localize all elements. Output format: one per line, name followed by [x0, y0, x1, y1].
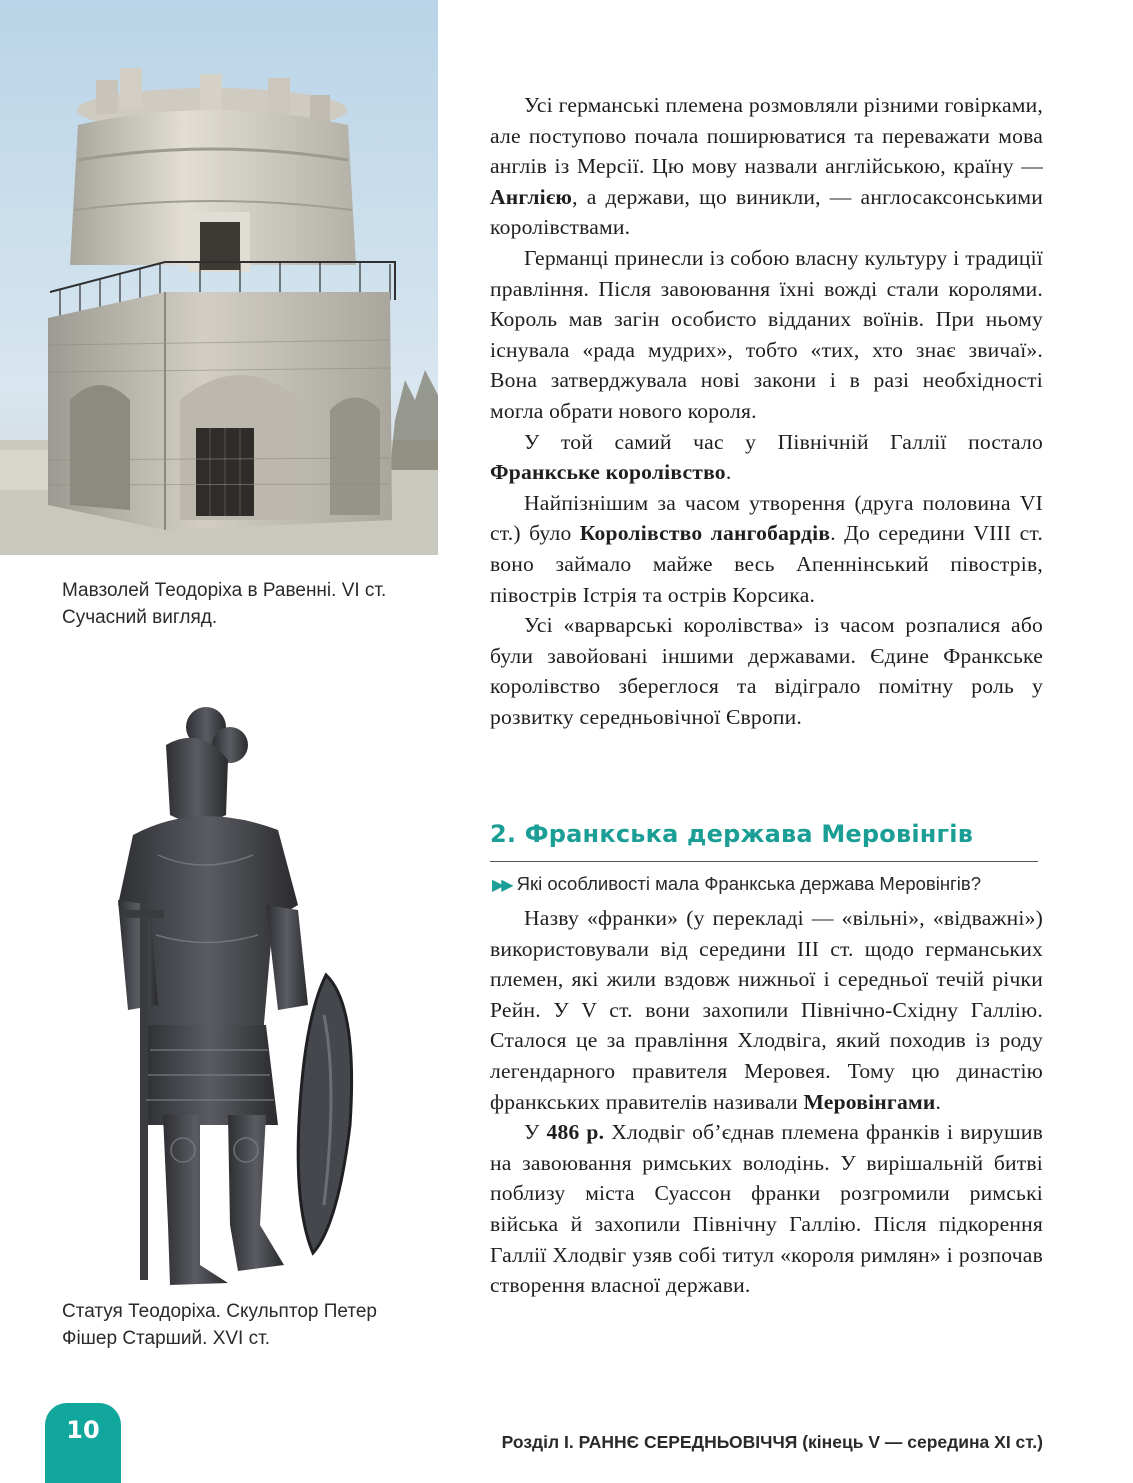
statue-photo — [88, 705, 378, 1290]
paragraph-franks-name: Назву «франки» (у перекладі — «вільні», «відважні») використовували від середини III ст. щодо германських племен, які жили вздовж нижньої і середньої течій річки Рейн. У V ст. вони захопили Північно-Східну Галлію. Сталося це за правління Хлодвіга, який походив із роду легендарного правителя Меровея. Тому цю династію франкських правителів називали Меровінгами. — [490, 906, 1043, 1114]
term-england: Англією — [490, 184, 573, 209]
term-lombard-kingdom: Королівство лангобардів — [579, 521, 831, 546]
mausoleum-caption-line-2: Сучасний вигляд. — [62, 607, 218, 628]
mausoleum-caption-line-1: Мавзолей Теодоріха в Равенні. VI ст. — [62, 580, 387, 601]
page-number: 10 — [66, 1416, 100, 1444]
term-frankish-kingdom: Франкське королівство — [490, 460, 726, 485]
double-arrow-icon: ▶▶ — [492, 877, 511, 894]
text-block-lower — [490, 903, 1043, 1301]
chapter-footer: Розділ І. РАННЄ СЕРЕДНЬОВІЧЧЯ (кінець V — середина XI ст.) — [501, 1432, 1043, 1452]
statue-caption-line-1: Статуя Теодоріха. Скульптор Петер — [62, 1301, 377, 1322]
question-text: Які особливості мала Франкська держава Меровінгів? — [516, 873, 982, 894]
statue-caption — [62, 1298, 432, 1352]
term-merovingians: Меровінгами — [803, 1089, 936, 1114]
heading-rule — [490, 861, 1038, 862]
text-block-upper — [490, 90, 1043, 732]
section-heading: 2. Франкська держава Меровінгів — [490, 820, 974, 848]
paragraph-languages: Усі германські племена розмовляли різними говірками, але поступово почала поширюватися та переважати мова англів із Мерсії. Цю мову назвали англійською, країну — Англією, а держави, що виникли, — англосаксонськими королівствами. — [490, 93, 1043, 240]
mausoleum-photo — [0, 0, 438, 555]
paragraph-germanic-traditions: Германці принесли із собою власну культуру і традиції правління. Після завоювання їхні вожді стали королями. Король мав загін особисто відданих воїнів. При ньому існувала «рада мудрих», тобто «тих, хто знає звичаї». Вона затверджувала нові закони і в разі необхідності могла обрати нового короля. — [490, 245, 1043, 423]
term-486: 486 р. — [546, 1120, 605, 1145]
paragraph-clovis: У 486 р. Хлодвіг об’єднав племена франків і вирушив на завоювання римських володінь. У вирішальній битві поблизу міста Суассон франки розгромили римські війська й захопили Північну Галлію. Після підкорення Галлії Хлодвіг узяв собі титул «короля римлян» і розпочав створення власної держави. — [490, 1120, 1043, 1298]
paragraph-lombards: Найпізнішим за часом утворення (друга половина VI ст.) було Королівство лангобардів. До середини VIII ст. воно займало майже весь Апеннінський півострів, півострів Істрія та острів Корсика. — [490, 490, 1043, 607]
paragraph-frankish-kingdom: У той самий час у Північній Галлії постало Франкське королівство. — [490, 429, 1043, 485]
guiding-question — [492, 873, 1052, 895]
paragraph-barbarian-kingdoms: Усі «варварські королівства» із часом розпалися або були завойовані іншими державами. Єдине Франкське королівство збереглося та відіграло помітну роль у розвитку середньовічної Європи. — [490, 613, 1043, 729]
statue-caption-line-2: Фішер Старший. XVI ст. — [62, 1328, 270, 1349]
mausoleum-caption — [62, 577, 432, 631]
page-number-tab — [45, 1403, 121, 1483]
